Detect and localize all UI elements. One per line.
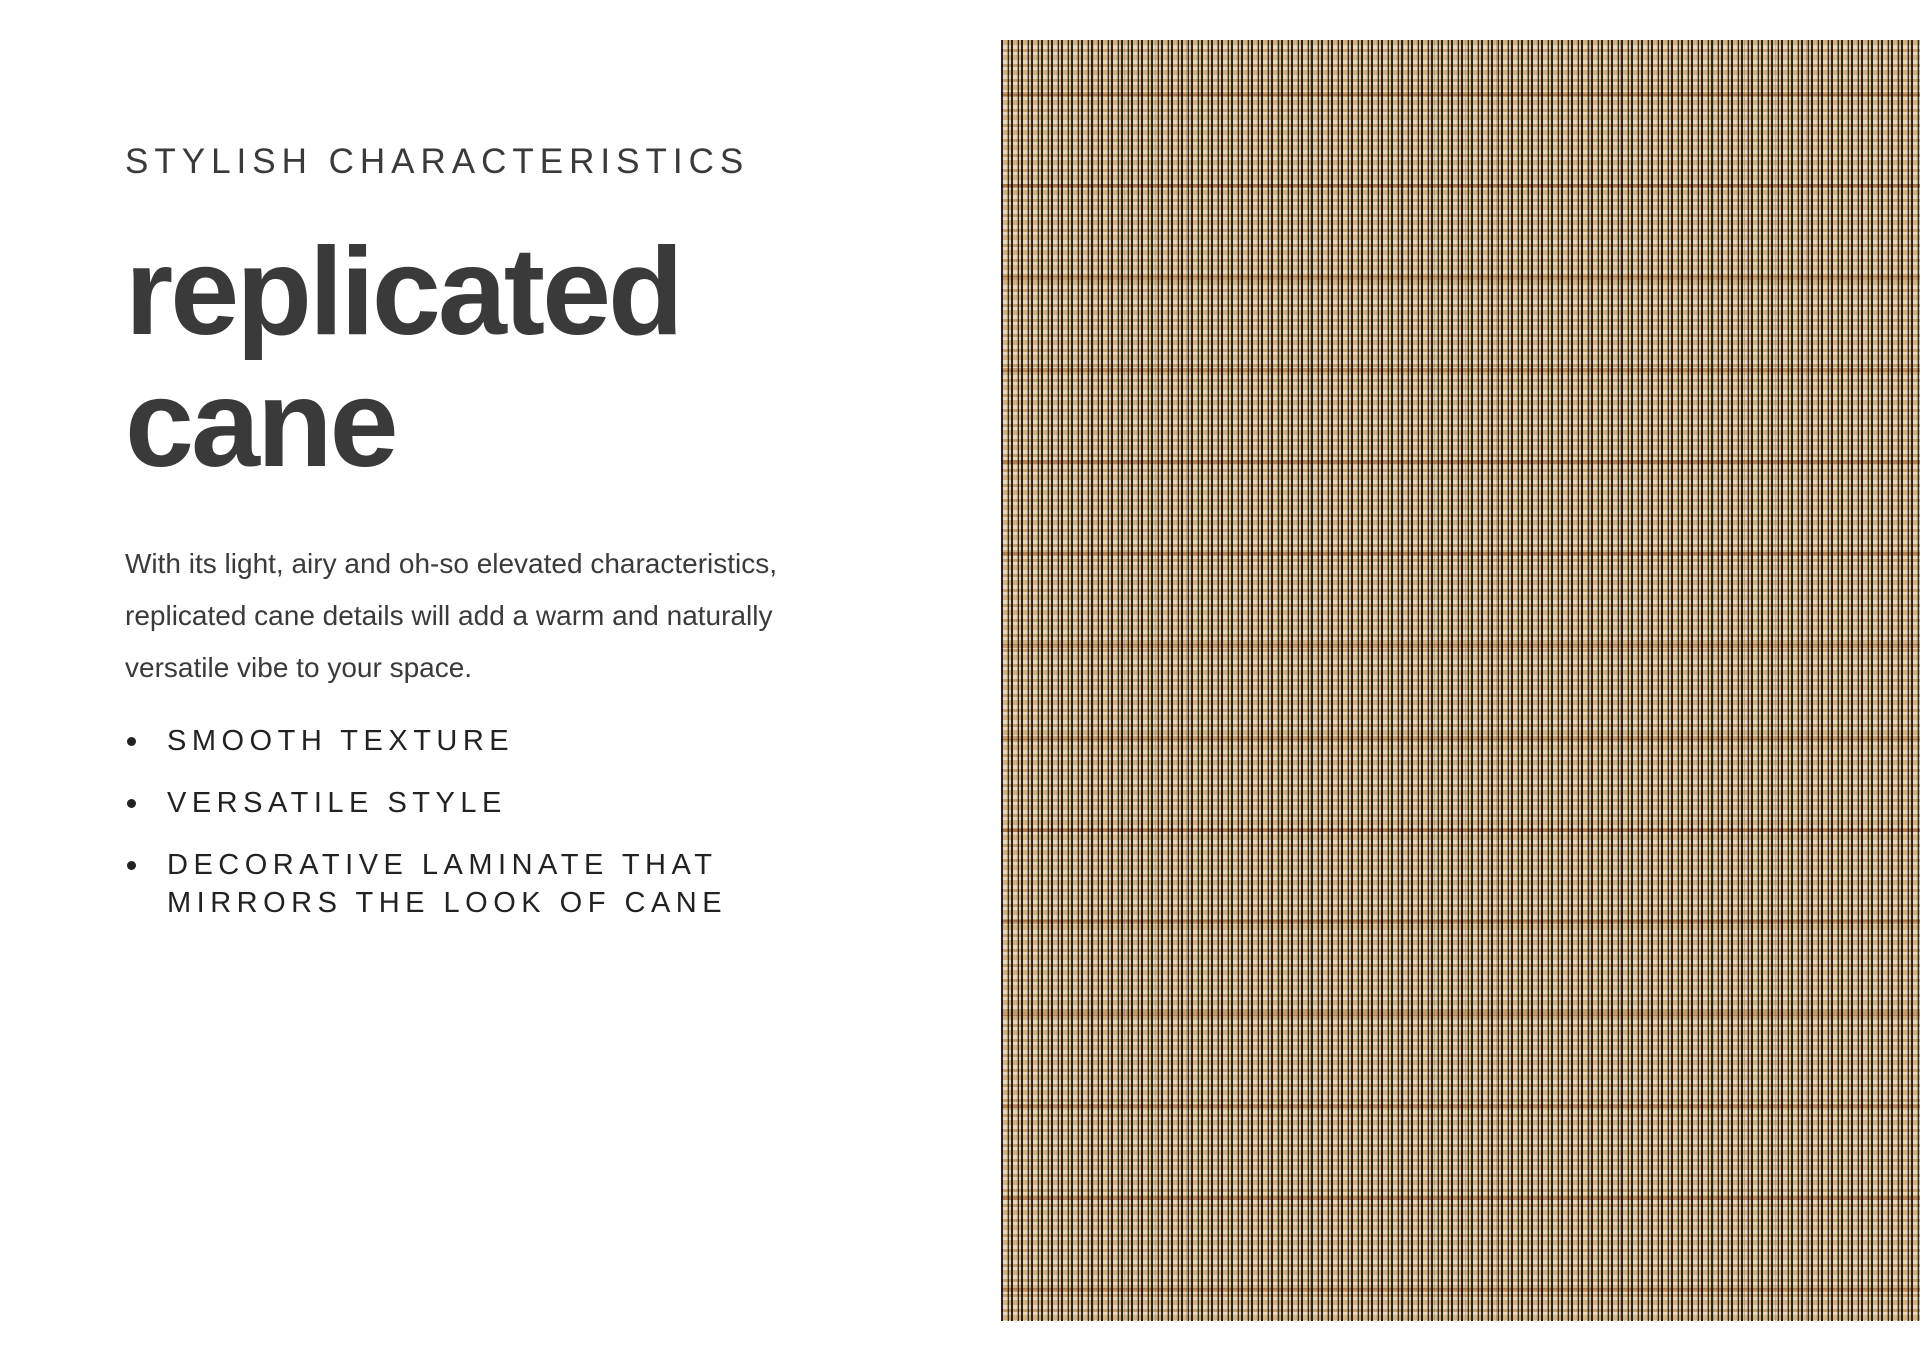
page-title	[125, 223, 885, 493]
list-item	[125, 722, 807, 760]
feature-label: SMOOTH TEXTURE	[167, 725, 515, 757]
bullet-icon	[127, 799, 136, 808]
feature-list	[125, 722, 885, 922]
body-paragraph: With its light, airy and oh-so elevated characteristics, replicated cane details will add a warm and naturally versatile vibe to your space.	[125, 548, 778, 683]
title-line-2: cane	[125, 355, 396, 493]
text-column	[125, 138, 885, 946]
bullet-icon	[127, 737, 136, 746]
list-item	[125, 784, 807, 822]
title-line-1: replicated	[125, 223, 681, 361]
cane-texture-image	[1001, 40, 1920, 1321]
feature-label: DECORATIVE LAMINATE THAT MIRRORS THE LOOK OF CANE	[167, 849, 728, 919]
list-item	[125, 846, 807, 922]
eyebrow-heading: STYLISH CHARACTERISTICS	[125, 142, 750, 181]
feature-label: VERSATILE STYLE	[167, 787, 507, 819]
bullet-icon	[127, 861, 136, 870]
